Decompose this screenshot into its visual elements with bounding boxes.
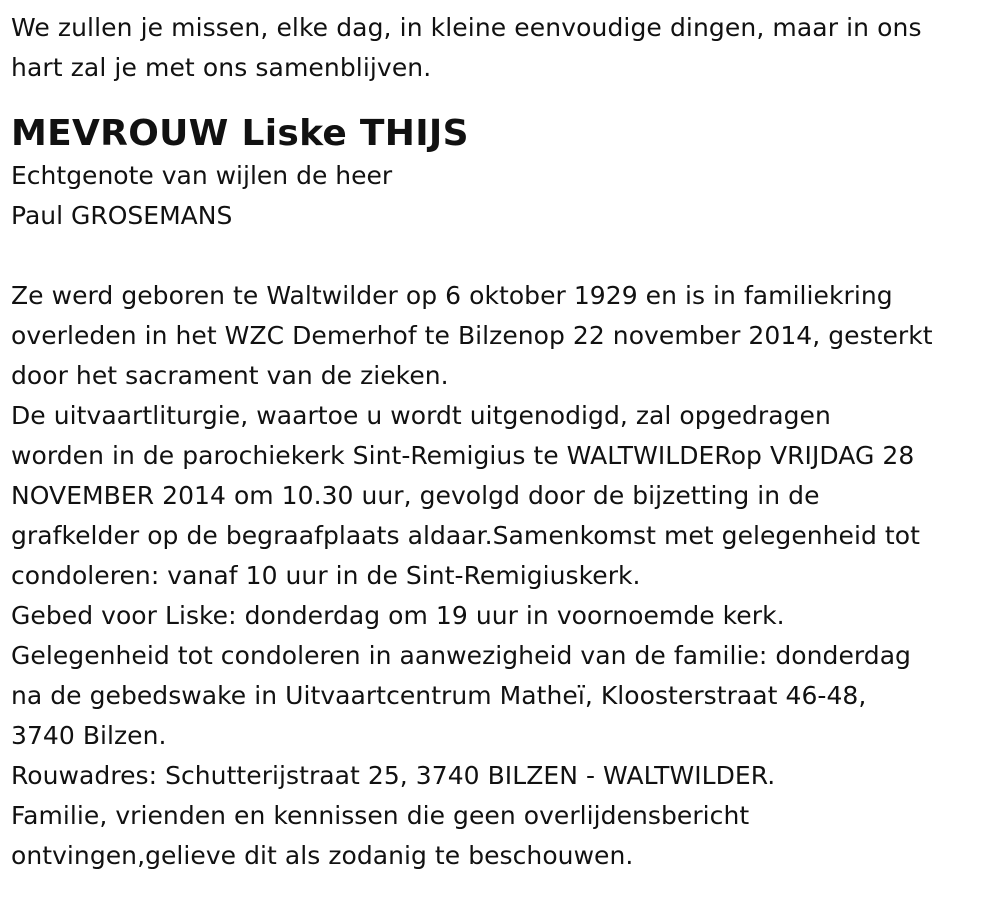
body-line: NOVEMBER 2014 om 10.30 uur, gevolgd door de bijzetting in de (11, 481, 820, 510)
body-line: grafkelder op de begraafplaats aldaar.Samenkomst met gelegenheid tot (11, 521, 920, 550)
body-line: Ze werd geboren te Waltwilder op 6 oktober 1929 en is in familiekring (11, 281, 893, 310)
body-line: ontvingen,gelieve dit als zodanig te beschouwen. (11, 841, 634, 870)
body-line: 3740 Bilzen. (11, 721, 167, 750)
body-line: Gelegenheid tot condoleren in aanwezigheid van de familie: donderdag (11, 641, 911, 670)
body-line: na de gebedswake in Uitvaartcentrum Matheï, Kloosterstraat 46-48, (11, 681, 867, 710)
body-line: Familie, vrienden en kennissen die geen overlijdensbericht (11, 801, 750, 830)
obituary-body (11, 276, 991, 876)
relation-line: Echtgenote van wijlen de heer (11, 161, 393, 190)
quote-line: hart zal je met ons samenblijven. (11, 53, 432, 82)
body-line: Gebed voor Liske: donderdag om 19 uur in voornoemde kerk. (11, 601, 785, 630)
relation-line: Paul GROSEMANS (11, 201, 233, 230)
body-line: worden in de parochiekerk Sint-Remigius te WALTWILDERop VRIJDAG 28 (11, 441, 915, 470)
quote-line: We zullen je missen, elke dag, in kleine eenvoudige dingen, maar in ons (11, 13, 922, 42)
relation-text (11, 156, 1000, 236)
memorial-quote (11, 8, 981, 88)
body-line: Rouwadres: Schutterijstraat 25, 3740 BILZEN - WALTWILDER. (11, 761, 776, 790)
spacer (11, 236, 1000, 276)
body-line: De uitvaartliturgie, waartoe u wordt uitgenodigd, zal opgedragen (11, 401, 831, 430)
deceased-name: MEVROUW Liske THIJS (11, 113, 469, 154)
body-line: overleden in het WZC Demerhof te Bilzenop 22 november 2014, gesterkt (11, 321, 933, 350)
body-line: condoleren: vanaf 10 uur in de Sint-Remigiuskerk. (11, 561, 641, 590)
body-line: door het sacrament van de zieken. (11, 361, 449, 390)
